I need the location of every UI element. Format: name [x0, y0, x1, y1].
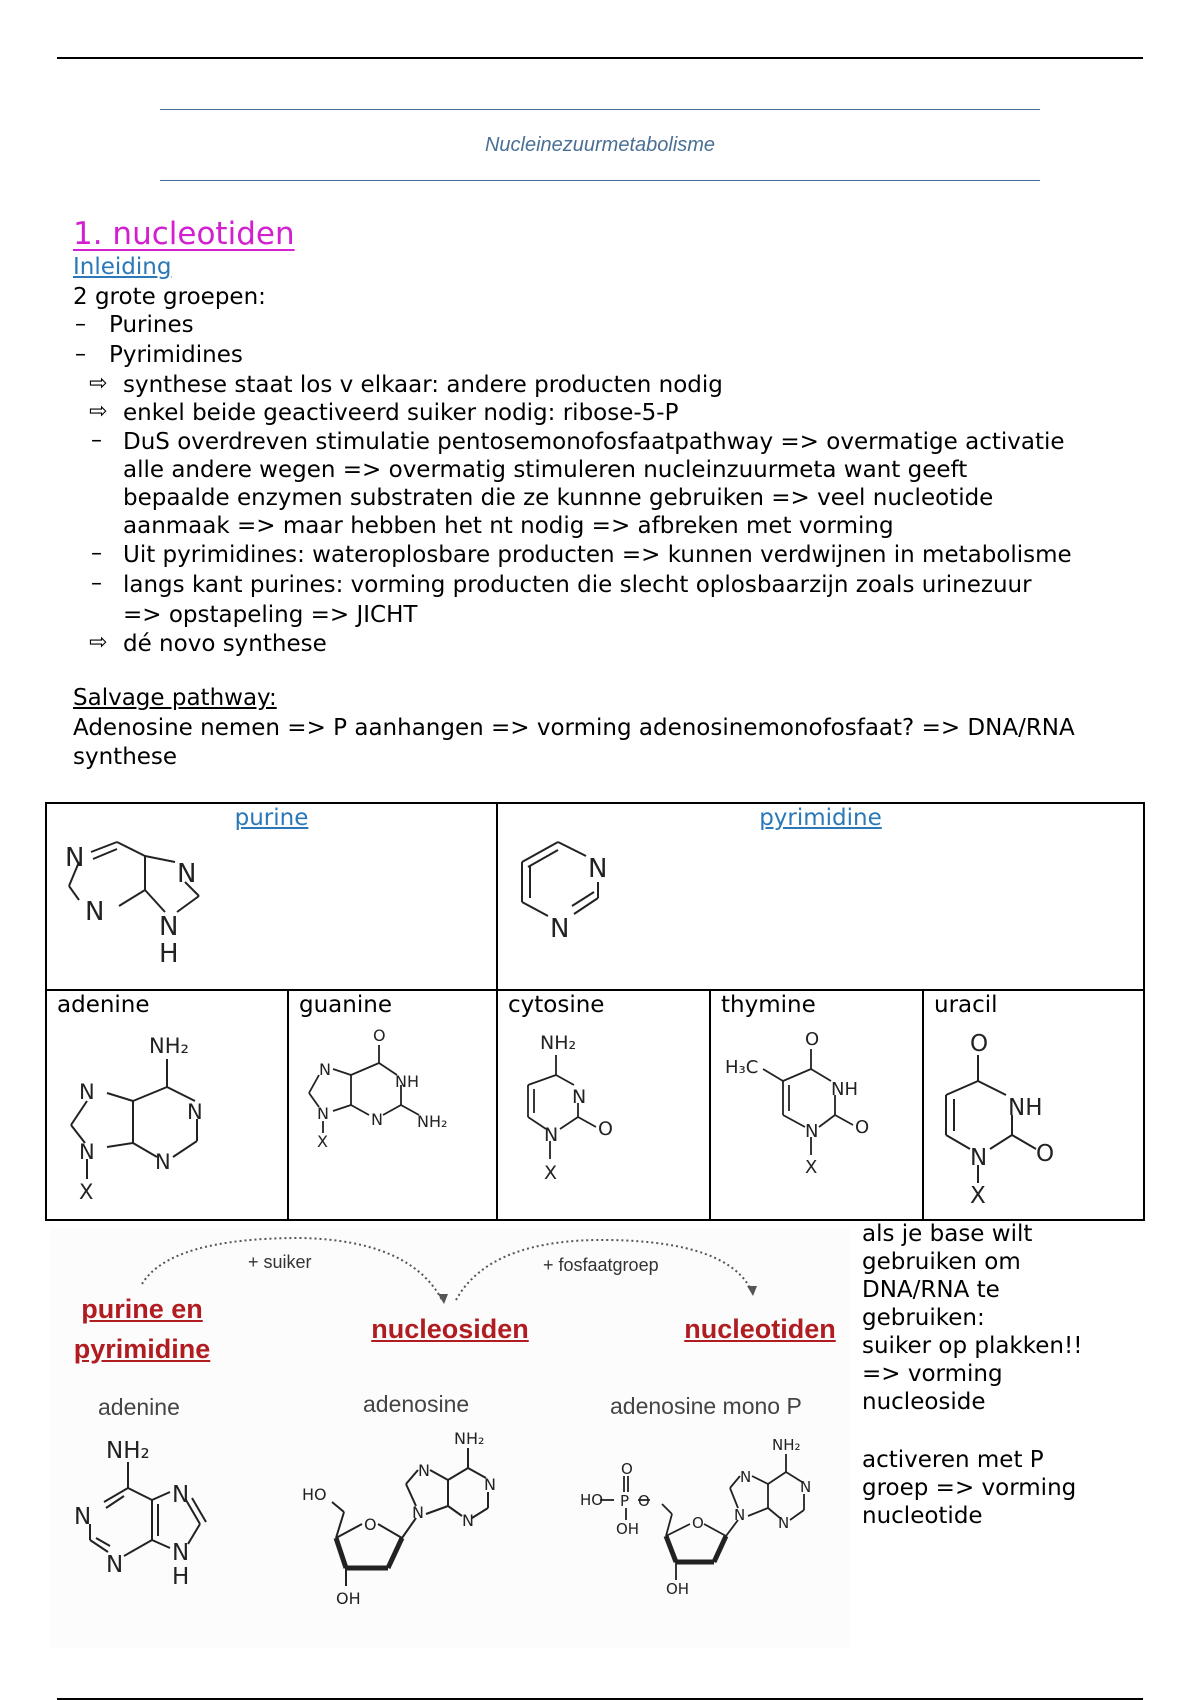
category-pyrimidine: pyrimidine [73, 1334, 211, 1364]
point-line: dé novo synthese [123, 631, 327, 657]
svg-text:N: N [588, 854, 608, 884]
group-purines: Purines [109, 312, 194, 338]
purine-header: purine [234, 805, 309, 831]
page-top-rule [57, 57, 1143, 59]
svg-text:NH₂: NH₂ [772, 1436, 801, 1454]
point-line: bepaalde enzymen substraten die ze kunnne gebruiken => veel nucleotide [123, 485, 994, 511]
side-note-line: als je base wilt [862, 1221, 1033, 1247]
svg-text:N: N [187, 1100, 203, 1124]
dash-marker: – [91, 571, 102, 596]
running-title: Nucleinezuurmetabolisme [484, 134, 716, 156]
svg-text:OH: OH [666, 1580, 690, 1598]
compound-adenosine-mono-p: adenosine mono P [610, 1393, 802, 1419]
svg-text:NH₂: NH₂ [417, 1112, 448, 1131]
bullet-dash: – [75, 342, 86, 367]
side-note-line: suiker op plakken!! [862, 1333, 1083, 1359]
svg-text:N: N [85, 897, 105, 927]
arrow-marker: ⇨ [89, 371, 108, 396]
base-label-guanine: guanine [299, 992, 392, 1018]
header-rule-bottom [160, 180, 1040, 181]
svg-text:OH: OH [616, 1520, 640, 1538]
svg-text:NH₂: NH₂ [106, 1438, 150, 1464]
svg-text:O: O [364, 1515, 377, 1534]
arrow-marker: ⇨ [89, 399, 108, 424]
svg-text:N: N [177, 859, 197, 889]
svg-text:N: N [319, 1060, 331, 1079]
svg-text:HO: HO [302, 1485, 327, 1504]
point-line: alle andere wegen => overmatig stimuleren nucleinzuurmeta want geeft [123, 457, 968, 483]
guanine-cell [288, 990, 497, 1220]
adenine-structure [47, 1019, 227, 1209]
guanine-structure [289, 1019, 469, 1209]
category-nucleosiden: nucleosiden [371, 1314, 529, 1344]
svg-text:N: N [412, 1503, 424, 1522]
svg-text:N: N [740, 1468, 752, 1486]
svg-text:X: X [970, 1183, 986, 1209]
dash-marker: – [91, 428, 102, 453]
uracil-structure [924, 1019, 1104, 1209]
arrow-marker: ⇨ [89, 630, 108, 655]
svg-text:N: N [79, 1140, 95, 1164]
bullet-dash: – [75, 312, 86, 337]
adenosine-mono-p-structure [580, 1424, 850, 1644]
side-note-line: nucleotide [862, 1503, 983, 1529]
point-line: enkel beide geactiveerd suiker nodig: ribose-5-P [123, 400, 679, 426]
svg-text:N: N [734, 1506, 746, 1524]
svg-text:O: O [598, 1118, 613, 1140]
category-nucleotiden: nucleotiden [684, 1314, 836, 1344]
point-line: synthese staat los v elkaar: andere producten nodig [123, 372, 723, 398]
side-note-line: nucleoside [862, 1389, 986, 1415]
svg-text:N: N [418, 1461, 430, 1480]
svg-text:N: N [800, 1478, 812, 1496]
arrow-label-fosfaatgroep: + fosfaatgroep [543, 1255, 659, 1275]
purine-structure [47, 832, 247, 982]
category-purine-en: purine en [81, 1294, 203, 1324]
svg-text:N: N [550, 914, 570, 944]
intro-text: 2 grote groepen: [73, 284, 266, 310]
cytosine-structure [498, 1019, 678, 1209]
side-note-line: gebruiken: [862, 1305, 985, 1331]
salvage-line: synthese [73, 744, 178, 770]
nucleotide-diagram [50, 1228, 850, 1648]
svg-text:NH₂: NH₂ [454, 1429, 485, 1448]
svg-text:NH: NH [395, 1072, 419, 1091]
section-subtitle: Inleiding [73, 254, 172, 280]
cytosine-cell [497, 990, 710, 1220]
arrow-label-suiker: + suiker [248, 1252, 312, 1272]
svg-text:N: N [572, 1086, 587, 1108]
point-line: aanmaak => maar hebben het nt nodig => afbreken met vorming [123, 513, 894, 539]
svg-text:N: N [484, 1475, 496, 1494]
side-note-line: gebruiken om [862, 1249, 1021, 1275]
svg-text:N: N [155, 1150, 171, 1174]
header-rule-top [160, 109, 1040, 110]
adenosine-structure [290, 1418, 530, 1648]
svg-text:N: N [544, 1124, 559, 1146]
point-line: DuS overdreven stimulatie pentosemonofosfaatpathway => overmatige activatie [123, 429, 1065, 455]
section-title: 1. nucleotiden [73, 216, 295, 252]
svg-text:N: N [74, 1504, 92, 1530]
pyrimidine-structure [498, 832, 698, 982]
pyrimidine-cell [497, 803, 1144, 990]
side-note-line: DNA/RNA te [862, 1277, 1000, 1303]
point-line: langs kant purines: vorming producten die slecht oplosbaarzijn zoals urinezuur [123, 572, 1032, 598]
salvage-heading: Salvage pathway: [73, 685, 277, 711]
svg-text:H: H [172, 1564, 190, 1590]
svg-text:O: O [970, 1031, 989, 1057]
svg-text:P: P [620, 1492, 630, 1510]
bases-table [45, 802, 1145, 1221]
base-label-uracil: uracil [934, 992, 998, 1018]
svg-text:N: N [970, 1145, 988, 1171]
svg-text:O: O [855, 1117, 870, 1138]
svg-text:NH₂: NH₂ [540, 1032, 577, 1054]
svg-text:X: X [79, 1180, 94, 1204]
svg-text:N: N [159, 912, 179, 942]
svg-text:O: O [1036, 1141, 1055, 1167]
svg-text:HO: HO [580, 1491, 604, 1509]
salvage-line: Adenosine nemen => P aanhangen => vorming adenosinemonofosfaat? => DNA/RNA [73, 715, 1075, 741]
svg-text:N: N [462, 1511, 474, 1530]
svg-text:X: X [317, 1132, 328, 1151]
svg-text:N: N [65, 843, 85, 873]
purine-cell [46, 803, 497, 990]
svg-text:NH: NH [1008, 1095, 1043, 1121]
svg-text:X: X [805, 1157, 818, 1178]
thymine-structure [711, 1019, 891, 1209]
svg-text:N: N [371, 1110, 383, 1129]
side-note-line: => vorming [862, 1361, 1003, 1387]
base-label-adenine: adenine [57, 992, 150, 1018]
svg-text:H₃C: H₃C [725, 1057, 759, 1078]
side-note-line: groep => vorming [862, 1475, 1077, 1501]
uracil-cell [923, 990, 1144, 1220]
svg-text:N: N [317, 1104, 329, 1123]
compound-adenosine: adenosine [363, 1391, 470, 1417]
svg-text:O: O [805, 1029, 820, 1050]
base-label-cytosine: cytosine [508, 992, 605, 1018]
group-pyrimidines: Pyrimidines [109, 342, 243, 368]
svg-text:O: O [638, 1492, 650, 1510]
compound-adenine: adenine [98, 1394, 180, 1420]
adenine-diagram-structure [60, 1428, 230, 1638]
svg-text:O: O [692, 1514, 704, 1532]
svg-text:N: N [805, 1121, 819, 1142]
dash-marker: – [91, 541, 102, 566]
adenine-cell [46, 990, 288, 1220]
thymine-cell [710, 990, 923, 1220]
svg-text:O: O [373, 1026, 386, 1045]
base-label-thymine: thymine [721, 992, 816, 1018]
svg-text:N: N [778, 1514, 790, 1532]
side-note-line: activeren met P [862, 1447, 1044, 1473]
svg-text:OH: OH [336, 1589, 361, 1608]
svg-text:H: H [159, 939, 179, 969]
pyrimidine-header: pyrimidine [759, 805, 882, 831]
svg-text:O: O [621, 1460, 633, 1478]
svg-text:N: N [172, 1482, 190, 1508]
svg-text:N: N [79, 1080, 95, 1104]
point-line: => opstapeling => JICHT [123, 602, 418, 628]
svg-text:NH: NH [831, 1079, 858, 1100]
svg-text:NH₂: NH₂ [149, 1034, 189, 1058]
point-line: Uit pyrimidines: wateroplosbare producten => kunnen verdwijnen in metabolisme [123, 542, 1072, 568]
svg-text:N: N [172, 1540, 190, 1566]
svg-text:N: N [106, 1552, 124, 1578]
svg-text:X: X [544, 1162, 558, 1184]
